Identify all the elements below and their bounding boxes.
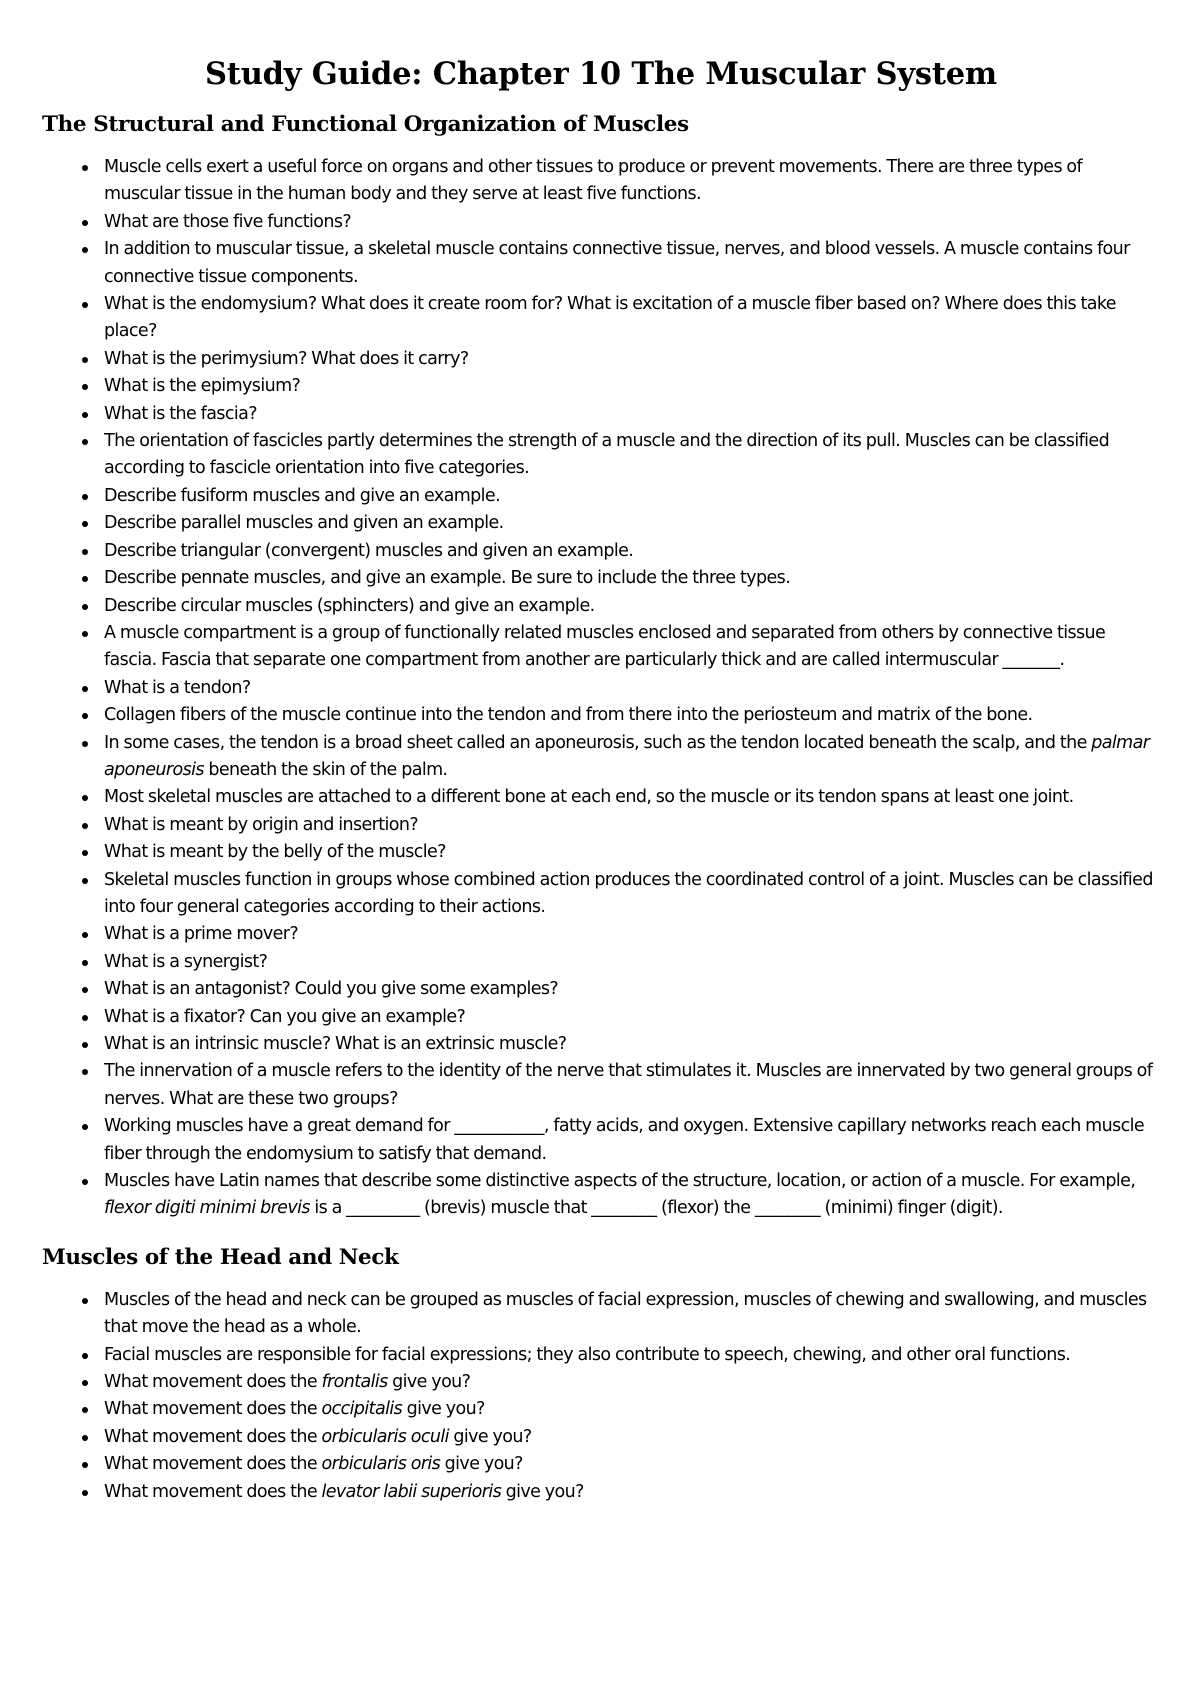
italic-term: palmar aponeurosis <box>104 732 1150 780</box>
list-item-text: Collagen fibers of the muscle continue into the tendon and from there into the periosteum and matrix of the bone. <box>104 705 1033 726</box>
bullet-icon <box>82 604 88 610</box>
list-item-text: What is a synergist? <box>104 951 268 972</box>
list-item-text: Muscle cells exert a useful force on organs and other tissues to produce or prevent movements. There are three types of muscular tissue in the human body and they serve at least five functions. <box>104 157 1083 205</box>
list-item-text: is a _________ (brevis) muscle that ________ (flexor) the ________ (minimi) finger (digit). <box>309 1198 1003 1219</box>
list-item-text: Facial muscles are responsible for facial expressions; they also contribute to speech, chewing, and other oral functions. <box>104 1344 1071 1365</box>
list-item <box>104 702 1160 729</box>
bullet-icon <box>82 878 88 884</box>
bullet-icon <box>82 302 88 308</box>
bullet-icon <box>82 1462 88 1468</box>
list-item <box>104 921 1160 948</box>
list-item-text: What movement does the <box>104 1399 322 1420</box>
bullet-icon <box>82 1042 88 1048</box>
italic-term: frontalis <box>321 1372 388 1393</box>
bullet-icon <box>82 576 88 582</box>
list-item <box>104 812 1160 839</box>
bullet-icon <box>82 631 88 637</box>
section-list-head-and-neck <box>42 1287 1160 1506</box>
bullet-icon <box>82 713 88 719</box>
list-item-text: What movement does the <box>104 1372 322 1393</box>
list-item <box>104 565 1160 592</box>
list-item <box>104 867 1160 922</box>
bullet-icon <box>82 1179 88 1185</box>
list-item <box>104 675 1160 702</box>
list-item-text: The innervation of a muscle refers to the identity of the nerve that stimulates it. Muscles are innervated by two general groups of nerves. What are these two groups? <box>104 1061 1153 1109</box>
list-item <box>104 1031 1160 1058</box>
bullet-icon <box>82 850 88 856</box>
list-item <box>104 373 1160 400</box>
list-item <box>104 1424 1160 1451</box>
list-item <box>104 538 1160 565</box>
list-item-text: What movement does the <box>104 1426 322 1447</box>
list-item-text: Working muscles have a great demand for ___________, fatty acids, and oxygen. Extensive capillary networks reach each muscle fiber through the endomysium to satisfy that demand. <box>104 1116 1145 1164</box>
list-item-text: The orientation of fascicles partly determines the strength of a muscle and the direction of its pull. Muscles can be classified according to fascicle orientation into five categories. <box>104 431 1110 479</box>
list-item-text: give you? <box>501 1481 584 1502</box>
list-item <box>104 510 1160 537</box>
list-item <box>104 1342 1160 1369</box>
list-item-text: Most skeletal muscles are attached to a different bone at each end, so the muscle or its tendon spans at least one joint. <box>104 787 1074 808</box>
italic-term: orbicularis oris <box>321 1454 441 1475</box>
list-item <box>104 236 1160 291</box>
list-item <box>104 949 1160 976</box>
list-item-text: Muscles of the head and neck can be grouped as muscles of facial expression, muscles of chewing and swallowing, and muscles that move the head as a whole. <box>104 1289 1147 1338</box>
list-item-text: What is the endomysium? What does it create room for? What is excitation of a muscle fiber based on? Where does this take place? <box>104 294 1116 342</box>
list-item-text: Muscles have Latin names that describe some distinctive aspects of the structure, location, or action of a muscle. For example, <box>104 1171 1136 1192</box>
list-item-text: What is meant by origin and insertion? <box>104 814 419 835</box>
list-item <box>104 154 1160 209</box>
list-item-text: In some cases, the tendon is a broad sheet called an aponeurosis, such as the tendon located beneath the scalp, and the <box>104 732 1092 753</box>
list-item <box>104 1168 1160 1223</box>
bullet-icon <box>82 521 88 527</box>
list-item-text: What is meant by the belly of the muscle? <box>104 842 446 863</box>
section-heading-head-and-neck: Muscles of the Head and Neck <box>42 1244 399 1270</box>
list-item <box>104 291 1160 346</box>
section-list-structural-organization <box>42 154 1160 1223</box>
list-item <box>104 1287 1160 1342</box>
bullet-icon <box>82 357 88 363</box>
list-item <box>104 620 1160 675</box>
list-item <box>104 593 1160 620</box>
list-item <box>104 1113 1160 1168</box>
bullet-icon <box>82 220 88 226</box>
list-item <box>104 1396 1160 1423</box>
list-item <box>104 483 1160 510</box>
bullet-icon <box>82 960 88 966</box>
list-item <box>104 1058 1160 1113</box>
list-item-text: give you? <box>448 1426 532 1447</box>
list-item-text: What movement does the <box>104 1454 322 1475</box>
list-item <box>104 1451 1160 1478</box>
list-item-text: give you? <box>387 1372 471 1393</box>
bullet-icon <box>82 1490 88 1496</box>
bullet-icon <box>82 412 88 418</box>
list-item-text: Describe triangular (convergent) muscles and given an example. <box>104 540 634 561</box>
bullet-icon <box>82 741 88 747</box>
bullet-icon <box>82 165 88 171</box>
list-item <box>104 730 1160 785</box>
bullet-icon <box>82 549 88 555</box>
bullet-icon <box>82 1407 88 1413</box>
list-item-text: What is a fixator? Can you give an example? <box>104 1006 466 1027</box>
bullet-icon <box>82 932 88 938</box>
list-item-text: What is the perimysium? What does it carry? <box>104 348 469 369</box>
list-item <box>104 839 1160 866</box>
list-item-text: In addition to muscular tissue, a skeletal muscle contains connective tissue, nerves, and blood vessels. A muscle contains four connective tissue components. <box>104 239 1130 287</box>
italic-term: orbicularis oculi <box>321 1426 449 1447</box>
list-item-text: What are those five functions? <box>104 211 352 232</box>
list-item-text: What is the epimysium? <box>104 376 301 397</box>
list-item-text: What is the fascia? <box>104 403 257 424</box>
bullet-icon <box>82 1298 88 1304</box>
bullet-icon <box>82 1380 88 1386</box>
section-heading-structural-organization: The Structural and Functional Organization of Muscles <box>42 112 689 137</box>
bullet-icon <box>82 494 88 500</box>
list-item-text: give you? <box>440 1454 523 1475</box>
list-item <box>104 428 1160 483</box>
list-item <box>104 784 1160 811</box>
list-item-text: give you? <box>402 1399 485 1420</box>
bullet-icon <box>82 686 88 692</box>
list-item-text: What is a prime mover? <box>104 924 299 945</box>
bullet-icon <box>82 823 88 829</box>
list-item-text: A muscle compartment is a group of functionally related muscles enclosed and separated from others by connective tissue fascia. Fascia that separate one compartment from another are particularly thick and are called intermuscular _______. <box>104 622 1106 671</box>
bullet-icon <box>82 1069 88 1075</box>
bullet-icon <box>82 1353 88 1359</box>
bullet-icon <box>82 439 88 445</box>
list-item-text: Describe fusiform muscles and give an example. <box>104 485 501 506</box>
list-item <box>104 401 1160 428</box>
list-item <box>104 346 1160 373</box>
list-item-text: Describe pennate muscles, and give an example. Be sure to include the three types. <box>104 568 791 589</box>
list-item <box>104 209 1160 236</box>
bullet-icon <box>82 1124 88 1130</box>
list-item <box>104 1004 1160 1031</box>
bullet-icon <box>82 247 88 253</box>
list-item <box>104 976 1160 1003</box>
list-item-text: What movement does the <box>104 1481 322 1502</box>
bullet-icon <box>82 987 88 993</box>
list-item-text: beneath the skin of the palm. <box>203 759 448 780</box>
bullet-icon <box>82 1435 88 1441</box>
list-item-text: Skeletal muscles function in groups whose combined action produces the coordinated control of a joint. Muscles can be classified into four general categories according to their actions. <box>104 869 1153 917</box>
bullet-icon <box>82 1015 88 1021</box>
italic-term: occipitalis <box>321 1399 403 1420</box>
list-item <box>104 1479 1160 1506</box>
list-item-text: What is an intrinsic muscle? What is an extrinsic muscle? <box>104 1034 567 1054</box>
bullet-icon <box>82 795 88 801</box>
italic-term: levator labii superioris <box>321 1481 502 1502</box>
list-item-text: Describe circular muscles (sphincters) and give an example. <box>104 595 595 616</box>
list-item-text: What is an antagonist? Could you give some examples? <box>104 979 559 1000</box>
list-item <box>104 1369 1160 1396</box>
italic-term: flexor digiti minimi brevis <box>104 1198 310 1219</box>
list-item-text: Describe parallel muscles and given an example. <box>104 513 504 534</box>
page-title: Study Guide: Chapter 10 The Muscular System <box>204 56 998 92</box>
bullet-icon <box>82 384 88 390</box>
list-item-text: What is a tendon? <box>104 677 251 698</box>
